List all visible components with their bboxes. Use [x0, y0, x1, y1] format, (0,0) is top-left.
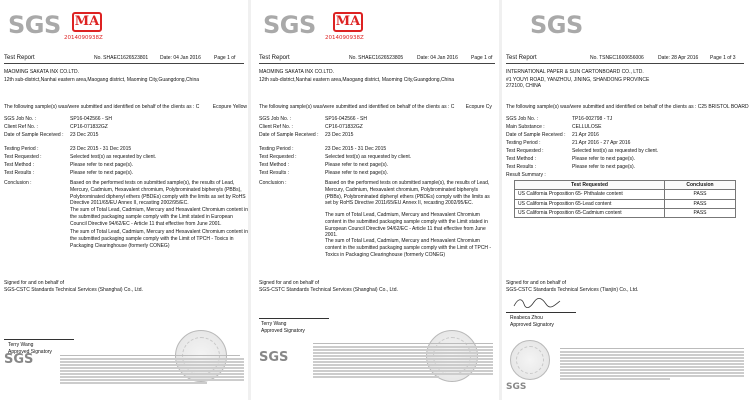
field-key: Testing Period : [4, 146, 39, 152]
signed-for-label: Signed for and on behalf of [259, 280, 320, 286]
conclusion-paragraph-1: Based on the performed tests on submitted sample(s), the results of Lead, Mercury, Cadmium, Hexavalent chromium, Polybrominated biphenyls (PBBs), Polybrominated diphenyl ethers (PBDEs) comply with the limits as set by RoHS Directive 2011/65/EU Annex II, recasting 2002/95/EC. [70, 180, 246, 207]
report-page-3: SGS Test Report No. TSNEC1600656006 Date: 28 Apr 2016 Page 1 of 3 INTERNATIONAL PAPER & SUN CARTONBOARD CO., LTD. #1 YOUYI ROAD, YANZHOU, JINING, SHANDONG PROVINCE 272100, CHINA The following sample(s) was/were submitted and identified on behalf of the clients as : C25 BRISTOL BOARD SGS Job No. : TP16-002798 - TJ Main Substance : CELLULOSE Date of Sample Received : 21 Apr 2016 Testing Period : 21 Apr 2016 - 27 Apr 2016 Test Requested : Selected test(s) as requested by client. Test Method : Please refer to next page(s). Test Results : Please refer to next page(s). Result Summary : Test Requested Conclusion US California Proposition 65- Phthalate content PASS US California Proposition 65-Lead content PASS US California Proposition 65-Cadmium content PASS Signed for and on behalf of SGS-CSTC Standards Technical Services (Tianjin) Co., Ltd. Reabeca Zhou Approved Signatory SGS [502, 0, 750, 400]
footer-fine-print [313, 345, 493, 395]
table-cell: PASS [665, 190, 736, 199]
signatory-name: Terry Wang [261, 321, 287, 327]
table-row [515, 208, 736, 217]
report-date: Date: 04 Jan 2016 [417, 55, 458, 61]
report-date: Date: 04 Jan 2016 [160, 55, 201, 61]
stamp-ring [516, 346, 544, 374]
cma-mark: MA [333, 12, 363, 32]
field-key: Conclusion : [4, 180, 32, 186]
field-key: Testing Period : [259, 146, 294, 152]
sample-name: Ecopure Cy [465, 104, 492, 110]
results-table [514, 180, 736, 218]
conclusion-paragraph-2: The sum of Total Lead, Cadmium, Mercury and Hexavalent Chromium content in the submitted packaging sample comply with the Limit stated in European Council Directive 94/62/EC - Article 11 that effective from June 2001. [325, 212, 488, 239]
footer-fine-print [60, 357, 244, 395]
sample-lead-text: The following sample(s) was/were submitted and identified on behalf of the clients as : C25 BRISTOL BOARD [506, 104, 749, 110]
table-header-cell: Conclusion [665, 181, 736, 190]
report-title: Test Report [4, 55, 35, 61]
table-cell: PASS [665, 208, 736, 217]
field-value: Please refer to next page(s). [572, 164, 636, 170]
table-row [515, 190, 736, 199]
client-address: 12th sub-district,Nanhai eastern area,Maogang district, Maoming City,Guangdong,China [259, 77, 455, 83]
field-value: 23 Dec 2015 [70, 132, 99, 138]
field-key: Client Ref No. : [259, 124, 293, 130]
field-value: Selected test(s) as requested by client. [70, 154, 157, 160]
cma-number: 2014090938Z [325, 35, 364, 41]
signatory-name: Reabeca Zhou [510, 315, 543, 321]
header-rule [259, 63, 495, 64]
footer-rule [60, 355, 240, 356]
signatory-role: Approved Signatory [261, 328, 305, 334]
field-value: CELLULOSE [572, 124, 602, 130]
client-name: INTERNATIONAL PAPER & SUN CARTONBOARD CO., LTD. [506, 69, 644, 75]
table-cell: US California Proposition 65- Phthalate content [515, 190, 665, 199]
field-value: SP16-042566 - SH [70, 116, 112, 122]
footer-sgs-logo: SGS [259, 350, 289, 365]
signatory-role: Approved Signatory [510, 322, 554, 328]
report-page: Page 1 of 3 [710, 55, 736, 61]
sample-name: Ecopure Yellow [212, 104, 247, 110]
report-number: No. SHAEC1626523805 [349, 55, 404, 61]
report-page: Page 1 of [471, 55, 493, 61]
field-value: Please refer to next page(s). [572, 156, 636, 162]
report-page-2 [251, 0, 499, 400]
conclusion-paragraph-2: The sum of Total Lead, Cadmium, Mercury and Hexavalent Chromium content in the submitted packaging sample comply with the Limit stated in European Council Directive 94/62/EC - Article 11 that effective from June 2001. [70, 207, 248, 227]
signed-for-label: Signed for and on behalf of [4, 280, 65, 286]
header-rule [4, 63, 244, 64]
client-name: MAOMING SAKATA INX CO.LTD. [4, 69, 80, 75]
field-key: Test Results : [259, 170, 290, 176]
report-page-1 [0, 0, 248, 400]
report-number: No. SHAEC1626523801 [94, 55, 149, 61]
signed-for-label: Signed for and on behalf of [506, 280, 567, 286]
field-key: Test Requested : [259, 154, 297, 160]
footer-rule [560, 348, 744, 349]
cma-number: 2014090938Z [64, 35, 103, 41]
field-key: SGS Job No. : [4, 116, 36, 122]
client-address: 12th sub-district,Nanhai eastern area,Maogang district, Maoming City,Guangdong,China [4, 77, 200, 83]
sgs-logo: SGS [263, 11, 316, 39]
field-value: TP16-002798 - TJ [572, 116, 613, 122]
field-key: Main Substance : [506, 124, 545, 130]
sample-lead-text: The following sample(s) was/were submitted and identified on behalf of the clients as : C [4, 104, 200, 110]
signed-company: SGS-CSTC Standards Technical Services (Shanghai) Co., Ltd. [4, 287, 143, 293]
field-value: Please refer to next page(s). [325, 162, 389, 168]
client-name: MAOMING SAKATA INX CO.LTD. [259, 69, 335, 75]
header-rule [506, 63, 744, 64]
sgs-logo: SGS [530, 11, 583, 39]
signature-line [259, 318, 329, 319]
field-key: SGS Job No. : [506, 116, 538, 122]
sample-lead [259, 104, 499, 110]
field-key: Test Requested : [506, 148, 544, 154]
conclusion-paragraph-1: Based on the performed tests on submitted sample(s), the results of Lead, Mercury, Cadmium, Hexavalent chromium, Polybrominated biphenyls (PBBs), Polybrominated diphenyl ethers (PBDEs) comply with the limits as set by RoHS Directive 2011/65/EU Annex II, recasting 2002/95/EC. [325, 180, 490, 207]
table-cell: PASS [665, 199, 736, 208]
field-key: SGS Job No. : [259, 116, 291, 122]
table-row [515, 199, 736, 208]
report-number: No. TSNEC1600656006 [590, 55, 644, 61]
signed-company: SGS-CSTC Standards Technical Services (Shanghai) Co., Ltd. [259, 287, 398, 293]
field-value: Please refer to next page(s). [325, 170, 389, 176]
field-key: Date of Sample Received : [506, 132, 566, 138]
field-value: 23 Dec 2015 - 31 Dec 2015 [325, 146, 387, 152]
field-value: CP16-071832GZ [70, 124, 108, 130]
field-key: Test Results : [506, 164, 537, 170]
signed-company: SGS-CSTC Standards Technical Services (Tianjin) Co., Ltd. [506, 287, 639, 293]
cma-mark: MA [72, 12, 102, 32]
field-value: Please refer to next page(s). [70, 170, 134, 176]
signatory-role: Approved Signatory [8, 349, 52, 355]
field-key: Date of Sample Received : [4, 132, 64, 138]
field-key: Date of Sample Received : [259, 132, 319, 138]
sample-lead [506, 104, 750, 110]
field-value: 21 Apr 2016 [572, 132, 599, 138]
field-key: Test Results : [4, 170, 35, 176]
table-cell: US California Proposition 65-Cadmium content [515, 208, 665, 217]
conclusion-paragraph-3: The sum of Total Lead, Cadmium, Mercury and Hexavalent Chromium content in the submitted packaging sample comply with the Limit of TPCH - Toxics in Packaging Clearinghouse (formerly CONEG) [325, 238, 492, 258]
signature-line [4, 339, 74, 340]
field-key: Test Method : [259, 162, 290, 168]
field-value: 23 Dec 2015 - 31 Dec 2015 [70, 146, 132, 152]
report-date: Date: 28 Apr 2016 [658, 55, 699, 61]
footer-fine-print [560, 350, 744, 394]
report-title: Test Report [259, 55, 290, 61]
sample-lead-text: The following sample(s) was/were submitted and identified on behalf of the clients as : C [259, 104, 455, 110]
field-value: CP16-071832GZ [325, 124, 363, 130]
field-key: Client Ref No. : [4, 124, 38, 130]
footer-rule [313, 343, 493, 344]
report-page: Page 1 of [214, 55, 236, 61]
sgs-logo: SGS [8, 11, 61, 39]
table-header-row [515, 181, 736, 190]
field-value: Selected test(s) as requested by client. [572, 148, 659, 154]
footer-sgs-logo: SGS [506, 382, 527, 392]
field-key: Test Method : [4, 162, 35, 168]
client-address: #1 YOUYI ROAD, YANZHOU, JINING, SHANDONG PROVINCE 272100, CHINA [506, 77, 650, 90]
field-key: Test Method : [506, 156, 537, 162]
report-title: Test Report [506, 55, 537, 61]
official-stamp [510, 340, 550, 380]
signature-line [506, 312, 576, 313]
table-header-cell: Test Requested [515, 181, 665, 190]
footer-sgs-logo: SGS [4, 352, 34, 367]
field-value: Please refer to next page(s). [70, 162, 134, 168]
field-value: 23 Dec 2015 [325, 132, 354, 138]
field-key: Testing Period : [506, 140, 541, 146]
field-key: Conclusion : [259, 180, 287, 186]
handwritten-signature [512, 296, 562, 310]
table-cell: US California Proposition 65-Lead content [515, 199, 665, 208]
signatory-name: Terry Wang [8, 342, 34, 348]
field-value: 21 Apr 2016 - 27 Apr 2016 [572, 140, 631, 146]
field-value: Selected test(s) as requested by client. [325, 154, 412, 160]
field-value: SP16-042566 - SH [325, 116, 367, 122]
field-key: Test Requested : [4, 154, 42, 160]
conclusion-paragraph-3: The sum of Total Lead, Cadmium, Mercury and Hexavalent Chromium content in the submitted packaging sample comply with the Limit of TPCH - Toxics in Packaging Clearinghouse (formerly CONEG) [70, 229, 248, 249]
sample-lead [4, 104, 248, 110]
